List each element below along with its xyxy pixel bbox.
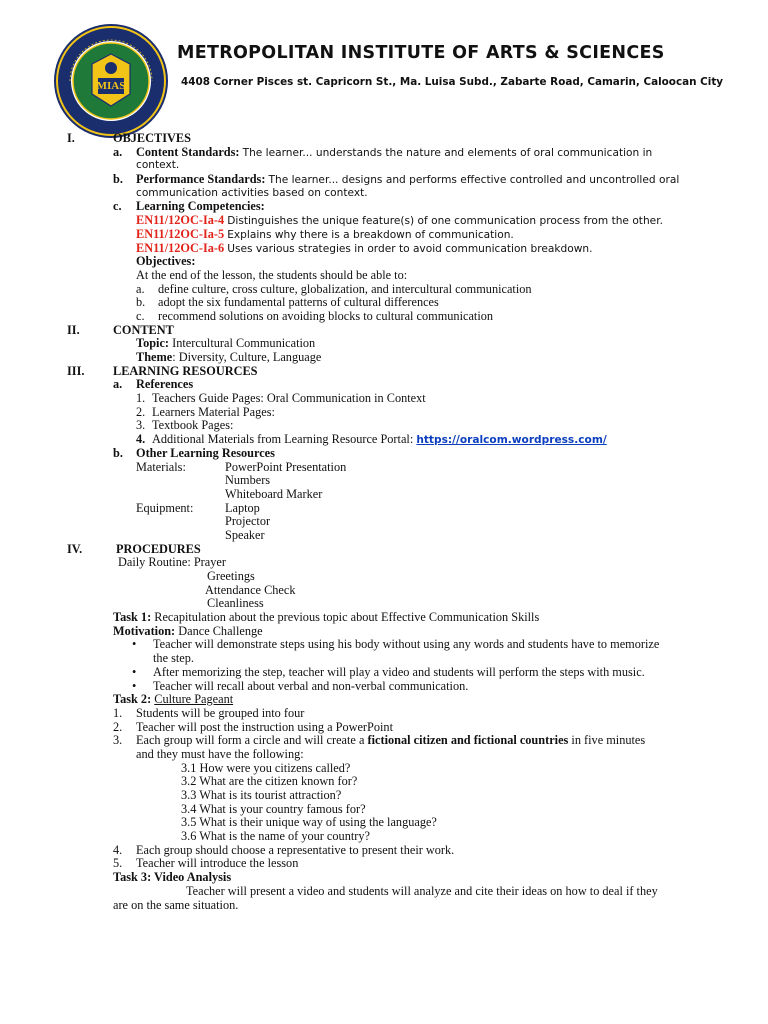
competency-row: EN11/12OC-Ia-6 Uses various strategies in order to avoid communication breakdown. [136,240,593,255]
reference-item: 2. Learners Material Pages: [136,404,275,419]
bullet-item: • Teacher will demonstrate steps using his body without using any words and students have to memorize [132,637,660,652]
bullet-item-cont: the step. [153,651,194,666]
portal-link[interactable]: https://oralcom.wordpress.com/ [416,434,607,447]
section-number: III. [67,363,85,378]
motivation: Motivation: Dance Challenge [113,623,263,638]
objective-item: c. recommend solutions on avoiding blocks to cultural communication [136,308,494,323]
references-label: References [136,377,194,392]
question-item: 3.6 What is the name of your country? [181,829,370,844]
routine-item: Cleanliness [207,596,264,611]
objective-item: a. define culture, cross culture, globalization, and intercultural communication [136,281,532,296]
section-title: PROCEDURES [116,541,201,556]
topic: Topic: Intercultural Communication [136,336,316,351]
question-item: 3.5 What is their unique way of using the language? [181,815,437,830]
task-2: Task 2: Culture Pageant [113,692,234,707]
equipment-label: Equipment: [136,500,194,515]
equipment-item: Speaker [225,527,265,542]
routine-item: Attendance Check [205,582,296,597]
reference-item: 4. Additional Materials from Learning Resource Portal: https://oralcom.wordpress.com/ [136,432,607,447]
competency-row: EN11/12OC-Ia-5 Explains why there is a breakdown of communication. [136,226,514,241]
logo-initials: MIAS [96,80,126,92]
question-item: 3.1 How were you citizens called? [181,760,351,775]
content-standards: Content Standards: The learner... understands the nature and elements of oral communication in [136,144,653,159]
section-number: IV. [67,541,83,556]
item-letter: b. [113,445,123,460]
item-letter: b. [113,172,123,187]
equipment-item: Projector [225,514,271,529]
bullet-item: • After memorizing the step, teacher will play a video and students will perform the steps with music. [132,664,645,679]
materials-label: Materials: [136,459,186,474]
task-3-text-cont: are on the same situation. [113,897,239,912]
objectives-intro: At the end of the lesson, the students should be able to: [136,267,408,282]
competency-row: EN11/12OC-Ia-4 Distinguishes the unique feature(s) of one communication process from the other. [136,213,663,228]
item-letter: a. [113,144,123,159]
question-item: 3.3 What is its tourist attraction? [181,788,342,802]
performance-standards: Performance Standards: The learner... designs and performs effective controlled and uncontrolled oral [136,172,680,187]
reference-item: 3. Textbook Pages: [136,418,234,433]
equipment-item: Laptop [225,500,260,515]
material-item: PowerPoint Presentation [225,459,347,474]
school-logo [52,22,170,140]
question-item: 3.4 What is your country famous for? [181,801,366,816]
section-title: CONTENT [113,322,174,337]
bullet-item: • Teacher will recall about verbal and non-verbal communication. [132,678,469,693]
reference-item: 1. Teachers Guide Pages: Oral Communication in Context [136,391,426,406]
material-item: Whiteboard Marker [225,486,323,501]
step-item: 1. Students will be grouped into four [113,705,305,720]
performance-standards-cont: communication activities based on context. [136,186,368,199]
school-address: 4408 Corner Pisces st. Capricorn St., Ma. Luisa Subd., Zabarte Road, Camarin, Caloocan City [181,76,724,88]
item-letter: c. [113,199,122,214]
daily-routine: Daily Routine: Prayer [118,555,226,570]
step-item: 3. Each group will form a circle and will create a fictional citizen and fictional countries in five minutes [113,733,646,748]
school-name: METROPOLITAN INSTITUTE OF ARTS & SCIENCES [177,43,665,63]
task-1: Task 1: Recapitulation about the previous topic about Effective Communication Skills [113,610,540,625]
task-3-text: Teacher will present a video and students will analyze and cite their ideas on how to deal if they [186,883,658,898]
lesson-plan-body [0,132,768,912]
step-item: 4. Each group should choose a representative to present their work. [113,842,455,857]
section-number: II. [67,322,80,337]
theme: Theme: Diversity, Culture, Language [136,350,322,364]
section-title: OBJECTIVES [113,131,191,145]
learning-competencies-label: Learning Competencies: [136,199,265,214]
section-number: I. [67,131,75,145]
step-item: 5. Teacher will introduce the lesson [113,856,299,871]
objectives-label: Objectives: [136,254,196,269]
material-item: Numbers [225,473,271,488]
other-resources-label: Other Learning Resources [136,445,275,460]
item-letter: a. [113,377,123,392]
task-3: Task 3: Video Analysis [113,870,232,885]
question-item: 3.2 What are the citizen known for? [181,774,358,789]
content-standards-cont: context. [136,159,180,172]
objective-item: b. adopt the six fundamental patterns of cultural differences [136,295,439,310]
step-item-cont: and they must have the following: [136,746,304,761]
step-item: 2. Teacher will post the instruction using a PowerPoint [113,719,393,734]
section-title: LEARNING RESOURCES [113,363,258,378]
routine-item: Greetings [207,569,255,583]
